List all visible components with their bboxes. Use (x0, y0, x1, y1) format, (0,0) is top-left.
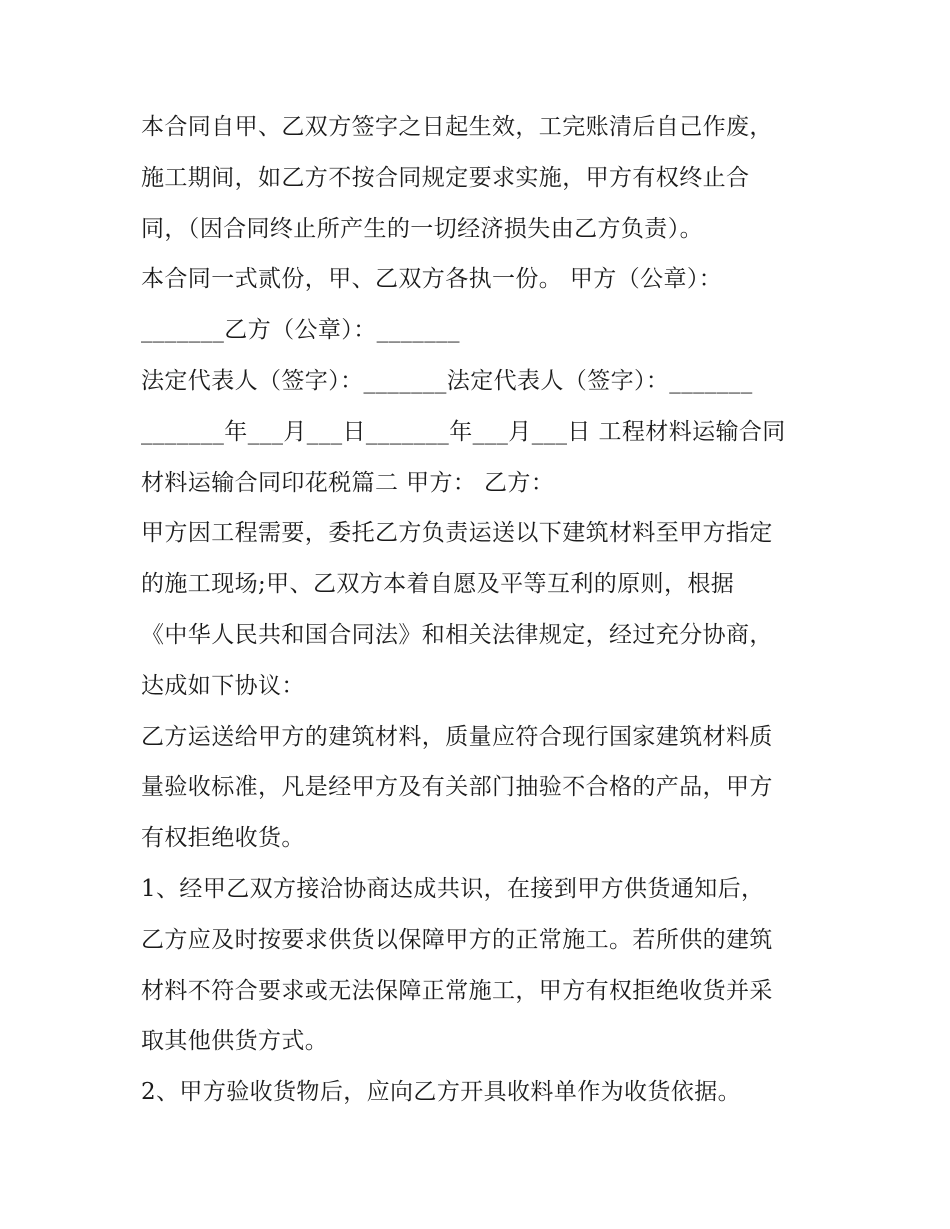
text-line: 达成如下协议： (141, 672, 305, 699)
signature-line: _______乙方（公章）：_______ (141, 317, 460, 344)
text-line: 量验收标准，凡是经甲方及有关部门抽验不合格的产品，甲方 (141, 774, 773, 801)
text-line: 本合同自甲、乙双方签字之日起生效，工完账清后自己作废， (141, 114, 773, 140)
document-body (141, 102, 821, 1118)
clause-line: 1、经甲乙双方接洽协商达成共识，在接到甲方供货通知后， (141, 875, 765, 902)
signature-line: 法定代表人（签字）：_______法定代表人（签字）：_______ (141, 367, 753, 394)
date-line: _______年___月___日_______年___月___日 工程材料运输合同 (141, 418, 786, 445)
text-line: 《中华人民共和国合同法》和相关法律规定，经过充分协商， (141, 621, 773, 648)
clause-line: 取其他供货方式。 (141, 1028, 329, 1055)
text-line: 有权拒绝收货。 (141, 825, 305, 852)
text-line: 乙方运送给甲方的建筑材料，质量应符合现行国家建筑材料质 (141, 723, 773, 750)
clause-line: 材料不符合要求或无法保障正常施工，甲方有权拒绝收货并采 (141, 977, 773, 1004)
text-line: 的施工现场;甲、乙双方本着自愿及平等互利的原则，根据 (141, 571, 735, 598)
section-heading: 材料运输合同印花税篇二 甲方： 乙方： (141, 469, 555, 496)
text-line: 甲方因工程需要，委托乙方负责运送以下建筑材料至甲方指定 (141, 520, 773, 547)
text-line: 施工期间，如乙方不按合同规定要求实施，甲方有权终止合 (141, 164, 750, 191)
text-line: 本合同一式贰份，甲、乙双方各执一份。 甲方（公章）： (141, 266, 723, 293)
clause-line: 乙方应及时按要求供货以保障甲方的正常施工。若所供的建筑 (141, 926, 773, 953)
text-line: 同，（因合同终止所产生的一切经济损失由乙方负责）。 (141, 215, 703, 242)
clause-line: 2、甲方验收货物后，应向乙方开具收料单作为收货依据。 (141, 1079, 742, 1106)
